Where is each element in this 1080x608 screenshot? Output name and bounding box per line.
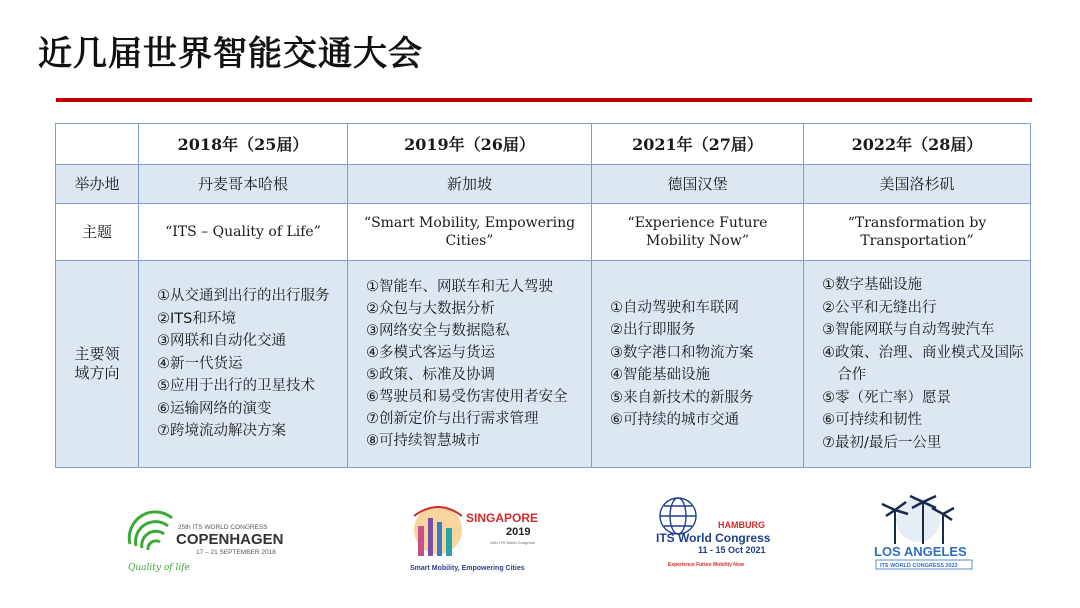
logo-losangeles-2022: [866, 488, 978, 580]
losangeles-line2: ITS WORLD CONGRESS 2022: [880, 563, 958, 569]
list-item: ①从交通到出行的出行服务: [157, 288, 330, 305]
row-label-host: 举办地: [56, 165, 139, 204]
theme-2022: “Transformation by Transportation”: [804, 204, 1031, 261]
list-item: ①自动驾驶和车联网: [610, 299, 739, 316]
list-item: ③智能网联与自动驾驶汽车: [822, 322, 995, 338]
list-item: ③网络安全与数据隐私: [366, 323, 510, 339]
header-cell-2018: 2018年（25届）: [139, 124, 348, 165]
list-item: ⑧可持续智慧城市: [366, 433, 481, 449]
list-item: ③数字港口和物流方案: [610, 344, 754, 361]
list-item: ⑤零（死亡率）愿景: [822, 389, 951, 406]
list-item: ⑤来自新技术的新服务: [610, 389, 754, 406]
header-cell-empty: [56, 124, 139, 165]
row-label-theme: 主题: [56, 204, 139, 261]
theme-2021: “Experience Future Mobility Now”: [592, 204, 804, 261]
theme-2018: “ITS – Quality of Life”: [139, 204, 348, 261]
host-2019: 新加坡: [348, 165, 592, 204]
list-item: ④多模式客运与货运: [366, 345, 495, 361]
table-row-focus: [56, 261, 1031, 468]
list-item: ⑦创新定价与出行需求管理: [366, 411, 539, 427]
theme-2019: “Smart Mobility, Empowering Cities”: [348, 204, 592, 261]
list-item: ①数字基础设施: [822, 277, 922, 293]
hamburg-line1: HAMBURG: [718, 520, 765, 530]
copenhagen-line2: COPENHAGEN: [176, 531, 284, 548]
table-header-row: [56, 124, 1031, 165]
title-divider: [56, 98, 1032, 102]
focus-list-2021: [596, 297, 799, 432]
host-2021: 德国汉堡: [592, 165, 804, 204]
header-cell-2021: 2021年（27届）: [592, 124, 804, 165]
losangeles-line1: LOS ANGELES: [874, 544, 967, 559]
row-label-focus: 主要领域方向: [56, 261, 139, 468]
list-item: ⑦跨境流动解决方案: [157, 423, 286, 440]
hamburg-line3: 11 - 15 Oct 2021: [698, 545, 766, 555]
focus-2022: [804, 261, 1031, 468]
header-cell-2019: 2019年（26届）: [348, 124, 592, 165]
list-item: ②众包与大数据分析: [366, 301, 495, 317]
list-item: ②出行即服务: [610, 322, 696, 338]
focus-2021: [592, 261, 804, 468]
congress-table: [55, 123, 1031, 468]
header-cell-2022: 2022年（28届）: [804, 124, 1031, 165]
list-item: ⑤应用于出行的卫星技术: [157, 378, 315, 395]
list-item: ⑥运输网络的演变: [157, 400, 272, 417]
list-item: ④政策、治理、商业模式及国际合作: [822, 344, 1024, 383]
list-item: ①智能车、网联车和无人驾驶: [366, 279, 553, 295]
logo-hamburg-2021: [648, 488, 776, 580]
list-item: ②ITS和环境: [157, 310, 236, 327]
focus-2018: [139, 261, 348, 468]
singapore-line3: 26th ITS World Congress: [490, 540, 535, 545]
list-item: ⑥可持续的城市交通: [610, 412, 739, 428]
list-item: ③网联和自动化交通: [157, 333, 286, 350]
copenhagen-tagline: Quality of life: [128, 563, 190, 573]
copenhagen-line1: 25th ITS WORLD CONGRESS: [178, 524, 268, 531]
list-item: ⑤政策、标准及协调: [366, 367, 495, 383]
hamburg-tagline: Experience Future Mobility Now: [668, 562, 744, 568]
focus-list-2022: [808, 274, 1026, 454]
focus-list-2018: [143, 285, 343, 443]
focus-list-2019: [352, 276, 587, 452]
host-2022: 美国洛杉矶: [804, 165, 1031, 204]
singapore-tagline: Smart Mobility, Empowering Cities: [410, 565, 525, 572]
singapore-line2: 2019: [506, 526, 531, 538]
logo-copenhagen-2018: [112, 488, 306, 580]
list-item: ④智能基础设施: [610, 367, 710, 383]
list-item: ②公平和无缝出行: [822, 299, 937, 316]
table-row-host: [56, 165, 1031, 204]
singapore-line1: SINGAPORE: [466, 511, 539, 525]
logo-singapore-2019: [404, 488, 554, 580]
table-row-theme: [56, 204, 1031, 261]
list-item: ⑥驾驶员和易受伤害使用者安全: [366, 389, 568, 405]
list-item: ⑦最初/最后一公里: [822, 434, 942, 451]
copenhagen-line3: 17 – 21 SEPTEMBER 2018: [196, 549, 276, 556]
list-item: ⑥可持续和韧性: [822, 412, 922, 428]
host-2018: 丹麦哥本哈根: [139, 165, 348, 204]
focus-2019: [348, 261, 592, 468]
page-title: 近几届世界智能交通大会: [38, 34, 423, 74]
hamburg-line2: ITS World Congress: [656, 531, 771, 545]
list-item: ④新一代货运: [157, 355, 243, 372]
